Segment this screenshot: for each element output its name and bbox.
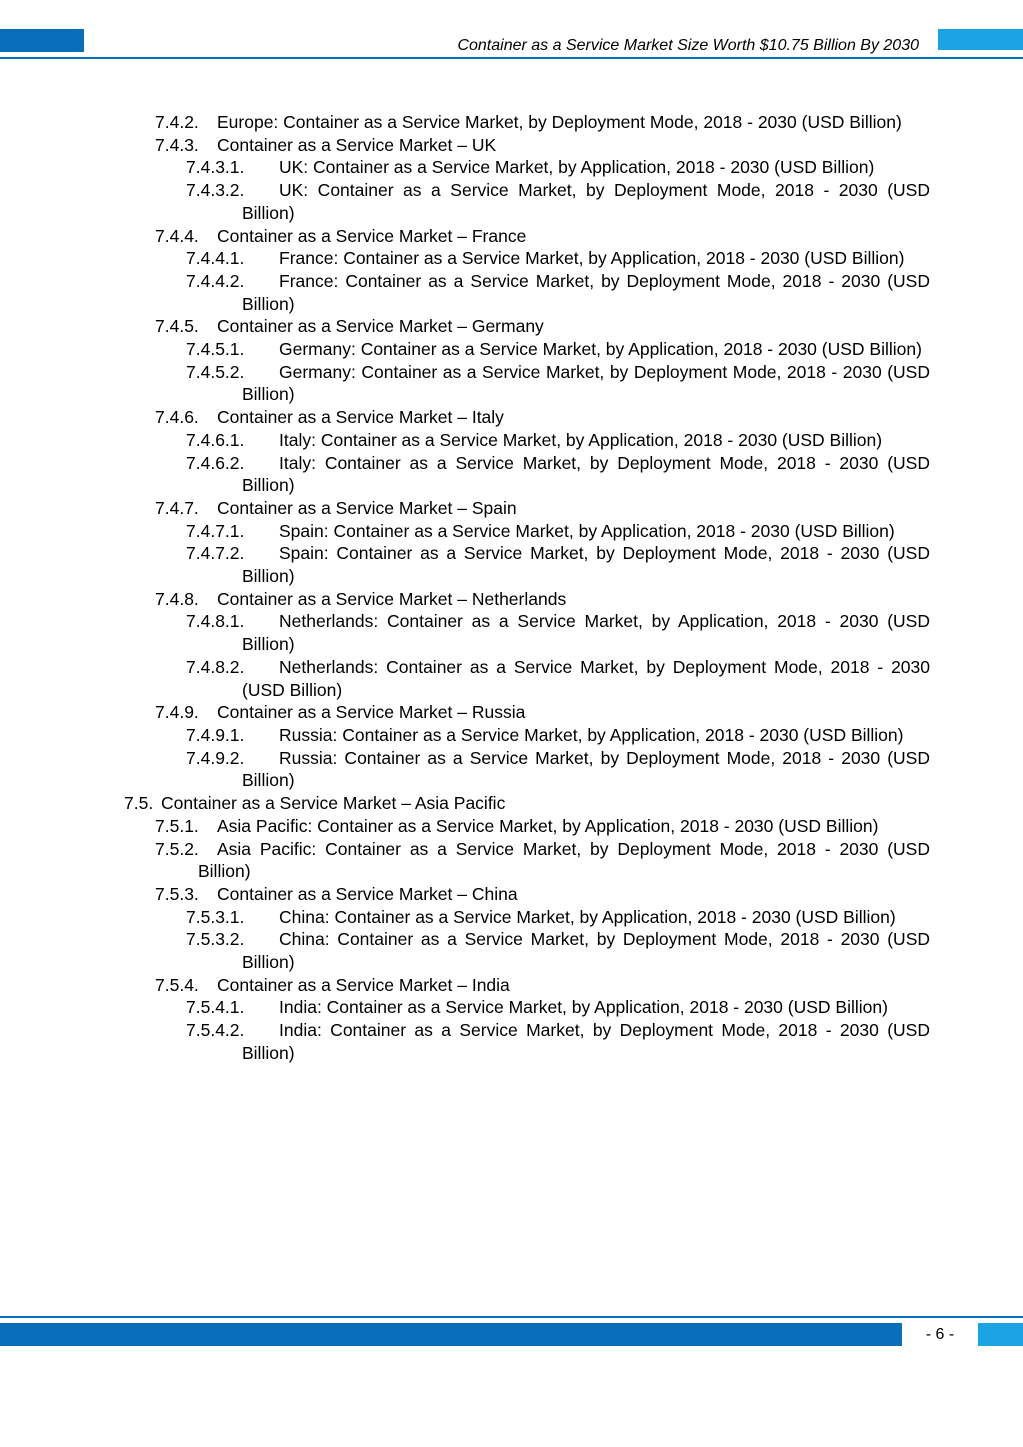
- footer-divider: [0, 1316, 1023, 1318]
- toc-entry: [186, 1019, 930, 1064]
- toc-entry-text: India: Container as a Service Market, by Application, 2018 - 2030 (USD Billion): [279, 997, 888, 1018]
- header-accent-left: [0, 29, 84, 52]
- toc-entry: [155, 974, 930, 997]
- table-of-contents: [0, 111, 1023, 1065]
- toc-entry-text: Container as a Service Market – UK: [217, 134, 497, 155]
- toc-entry-number: 7.4.6.1.: [186, 429, 245, 450]
- toc-entry: [186, 429, 930, 452]
- toc-entry-text: UK: Container as a Service Market, by Application, 2018 - 2030 (USD Billion): [279, 157, 875, 178]
- toc-entry: [186, 928, 930, 973]
- toc-entry-text: Container as a Service Market – Spain: [217, 497, 517, 518]
- toc-entry: [186, 247, 930, 270]
- toc-entry: [155, 406, 930, 429]
- toc-entry-text: Container as a Service Market – France: [217, 225, 527, 246]
- toc-entry: [155, 111, 930, 134]
- footer-accent-right: [978, 1323, 1023, 1346]
- toc-entry-text: Container as a Service Market – Asia Pacific: [161, 793, 506, 814]
- toc-entry-number: 7.4.2.: [155, 112, 199, 132]
- toc-entry-number: 7.4.9.1.: [186, 724, 245, 745]
- toc-entry-text: Spain: Container as a Service Market, by Application, 2018 - 2030 (USD Billion): [279, 520, 895, 541]
- toc-entry: [155, 815, 930, 838]
- toc-entry: [155, 701, 930, 724]
- footer-bar: [0, 1323, 902, 1346]
- toc-entry-number: 7.4.9.: [155, 702, 199, 723]
- toc-entry-text: Netherlands: Container as a Service Market, by Application, 2018 - 2030 (USD Billion): [242, 611, 930, 655]
- toc-entry-text: Container as a Service Market – India: [217, 974, 510, 995]
- toc-entry-number: 7.4.7.: [155, 497, 199, 518]
- toc-entry-number: 7.5.3.2.: [186, 929, 245, 950]
- toc-entry-text: Russia: Container as a Service Market, by Deployment Mode, 2018 - 2030 (USD Billion): [242, 747, 930, 791]
- toc-entry: [186, 156, 930, 179]
- toc-entry: [186, 656, 930, 701]
- toc-entry-text: China: Container as a Service Market, by Deployment Mode, 2018 - 2030 (USD Billion): [242, 929, 930, 973]
- toc-entry-number: 7.4.5.: [155, 316, 199, 337]
- toc-entry: [186, 906, 930, 929]
- toc-entry: [186, 520, 930, 543]
- toc-entry-number: 7.4.3.1.: [186, 157, 245, 178]
- toc-entry-number: 7.4.9.2.: [186, 747, 245, 768]
- toc-entry-text: Germany: Container as a Service Market, by Deployment Mode, 2018 - 2030 (USD Billion): [242, 361, 930, 405]
- toc-entry-number: 7.4.5.2.: [186, 361, 245, 382]
- toc-entry: [155, 588, 930, 611]
- toc-entry-number: 7.4.7.1.: [186, 520, 245, 541]
- page-number: - 6 -: [925, 1326, 955, 1343]
- toc-entry-text: Container as a Service Market – Italy: [217, 407, 504, 428]
- header-divider: [0, 57, 1023, 59]
- toc-entry: [186, 338, 930, 361]
- toc-entry: [186, 270, 930, 315]
- toc-entry-text: Asia Pacific: Container as a Service Market, by Deployment Mode, 2018 - 2030 (USD Billion): [198, 838, 930, 882]
- toc-entry-number: 7.5.4.1.: [186, 997, 245, 1018]
- toc-entry-number: 7.5.4.: [155, 974, 199, 995]
- toc-entry-text: India: Container as a Service Market, by Deployment Mode, 2018 - 2030 (USD Billion): [242, 1020, 930, 1063]
- toc-entry: [186, 724, 930, 747]
- toc-entry: [155, 225, 930, 248]
- toc-entry-text: Italy: Container as a Service Market, by Application, 2018 - 2030 (USD Billion): [279, 429, 883, 450]
- toc-entry-text: Netherlands: Container as a Service Market, by Deployment Mode, 2018 - 2030 (USD Billion): [242, 656, 930, 700]
- toc-entry-number: 7.5.2.: [155, 838, 199, 859]
- toc-entry-text: Container as a Service Market – Russia: [217, 702, 526, 723]
- toc-entry-number: 7.4.4.: [155, 225, 199, 246]
- toc-entry-number: 7.4.3.: [155, 134, 199, 155]
- header-title: Container as a Service Market Size Worth $10.75 Billion By 2030: [457, 37, 919, 54]
- toc-entry-text: France: Container as a Service Market, by Deployment Mode, 2018 - 2030 (USD Billion): [242, 270, 930, 314]
- toc-entry: [155, 315, 930, 338]
- toc-entry-number: 7.5.1.: [155, 815, 199, 836]
- toc-entry-text: UK: Container as a Service Market, by Deployment Mode, 2018 - 2030 (USD Billion): [242, 180, 930, 223]
- toc-entry-number: 7.4.8.1.: [186, 611, 245, 632]
- toc-entry-text: France: Container as a Service Market, by Application, 2018 - 2030 (USD Billion): [279, 248, 905, 269]
- toc-entry-text: Germany: Container as a Service Market, by Application, 2018 - 2030 (USD Billion): [279, 339, 922, 360]
- toc-entry-text: Container as a Service Market – Netherlands: [217, 588, 567, 609]
- header-accent-right: [938, 29, 1023, 50]
- toc-entry-text: Italy: Container as a Service Market, by Deployment Mode, 2018 - 2030 (USD Billion): [242, 452, 930, 496]
- toc-entry-text: Russia: Container as a Service Market, by Application, 2018 - 2030 (USD Billion): [279, 724, 904, 745]
- toc-entry: [155, 497, 930, 520]
- toc-entry: [186, 610, 930, 655]
- toc-entry-text: Europe: Container as a Service Market, by Deployment Mode, 2018 - 2030 (USD Billion): [217, 112, 902, 132]
- toc-entry: [186, 542, 930, 587]
- toc-entry-number: 7.4.6.: [155, 407, 199, 428]
- toc-entry-number: 7.4.7.2.: [186, 543, 245, 564]
- toc-entry-number: 7.4.4.2.: [186, 270, 245, 291]
- toc-entry-number: 7.5.4.2.: [186, 1020, 245, 1041]
- toc-entry: [186, 361, 930, 406]
- toc-entry-number: 7.4.8.2.: [186, 656, 245, 677]
- toc-entry-number: 7.4.5.1.: [186, 339, 245, 360]
- toc-entry-number: 7.5.3.: [155, 883, 199, 904]
- toc-entry: [155, 838, 930, 883]
- toc-entry: [124, 792, 930, 815]
- toc-entry-number: 7.4.8.: [155, 588, 199, 609]
- toc-entry-number: 7.4.3.2.: [186, 180, 245, 201]
- toc-entry-number: 7.5.: [124, 793, 154, 814]
- toc-entry: [186, 996, 930, 1019]
- toc-entry-text: Asia Pacific: Container as a Service Market, by Application, 2018 - 2030 (USD Billion): [217, 815, 879, 836]
- toc-entry-number: 7.5.3.1.: [186, 906, 245, 927]
- toc-entry-text: Container as a Service Market – China: [217, 883, 518, 904]
- toc-entry-number: 7.4.6.2.: [186, 452, 245, 473]
- toc-entry-text: Spain: Container as a Service Market, by Deployment Mode, 2018 - 2030 (USD Billion): [242, 543, 930, 587]
- toc-entry-text: Container as a Service Market – Germany: [217, 316, 544, 337]
- toc-entry: [186, 747, 930, 792]
- toc-entry: [155, 883, 930, 906]
- toc-entry: [155, 134, 930, 157]
- toc-entry: [186, 179, 930, 224]
- toc-entry-number: 7.4.4.1.: [186, 248, 245, 269]
- toc-entry: [186, 452, 930, 497]
- toc-entry-text: China: Container as a Service Market, by Application, 2018 - 2030 (USD Billion): [279, 906, 896, 927]
